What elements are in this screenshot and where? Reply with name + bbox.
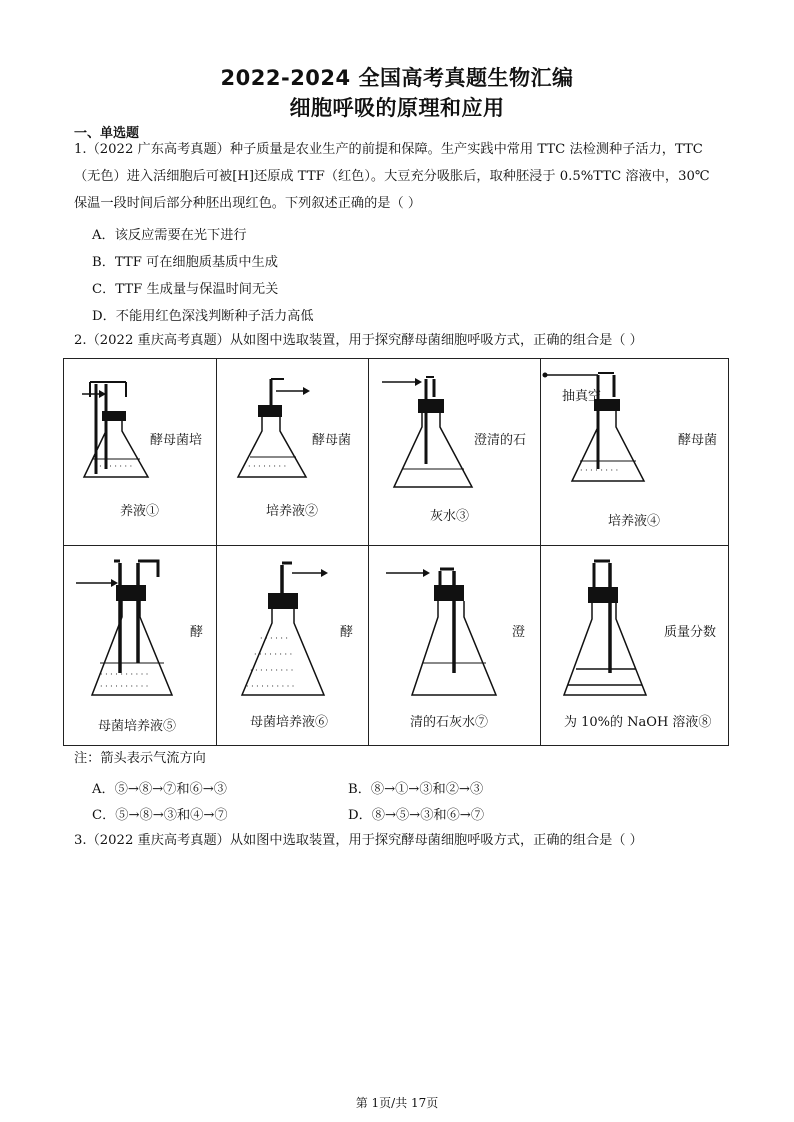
q1-stem-line-1: 1.（2022 广东高考真题）种子质量是农业生产的前提和保障。生产实践中常用 TTC 法检测种子活力，TTC — [74, 142, 703, 157]
svg-text:· · · · · · · ·: · · · · · · · · — [580, 466, 619, 475]
svg-text:· · · · · ·: · · · · · · — [260, 634, 288, 643]
q1-stem-line-2: （无色）进入活细胞后可被[H]还原成 TTF（红色）。大豆充分吸胀后，取种胚浸于 0.5%TTC 溶液中，30℃ — [74, 169, 710, 184]
q1-option-b: B．TTF 可在细胞质基质中生成 — [92, 255, 278, 270]
apparatus-3 — [368, 359, 540, 545]
apparatus-2-label-bottom: 培养液② — [266, 504, 319, 519]
apparatus-5-label-bottom: 母菌培养液⑤ — [98, 719, 177, 734]
q2-option-a: A．⑤→⑧→⑦和⑥→③ — [92, 782, 227, 797]
apparatus-4 — [540, 359, 728, 545]
q1-option-d: D．不能用红色深浅判断种子活力高低 — [92, 309, 314, 324]
apparatus-2-label-right: 酵母菌 — [312, 433, 352, 448]
apparatus-8-label-bottom: 为 10%的 NaOH 溶液⑧ — [564, 715, 712, 730]
section-heading: 一、单选题 — [74, 126, 140, 141]
svg-text:· · · · · · · · · ·: · · · · · · · · · · — [100, 670, 149, 679]
apparatus-6-label-right: 酵 — [340, 625, 354, 640]
apparatus-4-label-top: 抽真空 — [562, 389, 602, 404]
q2-stem: 2.（2022 重庆高考真题）从如图中选取装置，用于探究酵母菌细胞呼吸方式，正确的组合是（ ） — [74, 333, 643, 348]
apparatus-1 — [64, 359, 216, 545]
apparatus-3-label-bottom: 灰水③ — [430, 509, 470, 524]
apparatus-5 — [64, 545, 216, 745]
apparatus-7 — [368, 545, 540, 745]
q1-option-a: A．该反应需要在光下进行 — [92, 228, 247, 243]
page-title: 2022-2024 全国高考真题生物汇编 — [220, 66, 574, 90]
page-subtitle: 细胞呼吸的原理和应用 — [289, 96, 505, 120]
svg-text:· · · · · · · · · ·: · · · · · · · · · · — [100, 682, 149, 691]
apparatus-1-label-bottom: 养液① — [120, 504, 160, 519]
apparatus-figure — [63, 358, 729, 746]
apparatus-2 — [216, 359, 368, 545]
page-number: 第 1页/共 17页 — [355, 1096, 439, 1110]
q1-stem-line-3: 保温一段时间后部分种胚出现红色。下列叙述正确的是（ ） — [74, 196, 422, 211]
q1-option-c: C．TTF 生成量与保温时间无关 — [92, 282, 279, 297]
apparatus-3-label-right: 澄清的石 — [474, 433, 527, 448]
svg-text:· · · · · · · ·: · · · · · · · · — [248, 462, 287, 471]
svg-text:· · · · · · · · · ·: · · · · · · · · · · — [246, 682, 295, 691]
q2-option-b: B．⑧→①→③和②→③ — [348, 782, 484, 797]
apparatus-7-label-bottom: 清的石灰水⑦ — [410, 715, 489, 730]
apparatus-4-label-right: 酵母菌 — [678, 433, 718, 448]
svg-text:· · · · · · · ·: · · · · · · · · — [254, 650, 293, 659]
q2-figure-note: 注：箭头表示气流方向 — [74, 751, 206, 766]
svg-text:· · · · · · · ·: · · · · · · · · — [94, 462, 133, 471]
apparatus-8-label-right: 质量分数 — [664, 625, 717, 640]
q2-option-d: D．⑧→⑤→③和⑥→⑦ — [348, 808, 485, 823]
apparatus-1-label-right: 酵母菌培 — [150, 433, 203, 448]
apparatus-6-label-bottom: 母菌培养液⑥ — [250, 715, 329, 730]
apparatus-8 — [540, 545, 728, 745]
apparatus-6 — [216, 545, 368, 745]
svg-text:· · · · · · · · ·: · · · · · · · · · — [250, 666, 294, 675]
apparatus-5-label-right: 酵 — [190, 625, 204, 640]
q2-option-c: C．⑤→⑧→③和④→⑦ — [92, 808, 228, 823]
apparatus-7-label-right: 澄 — [512, 625, 526, 640]
q3-stem: 3.（2022 重庆高考真题）从如图中选取装置，用于探究酵母菌细胞呼吸方式，正确的组合是（ ） — [74, 833, 643, 848]
apparatus-4-label-bottom: 培养液④ — [608, 514, 661, 529]
